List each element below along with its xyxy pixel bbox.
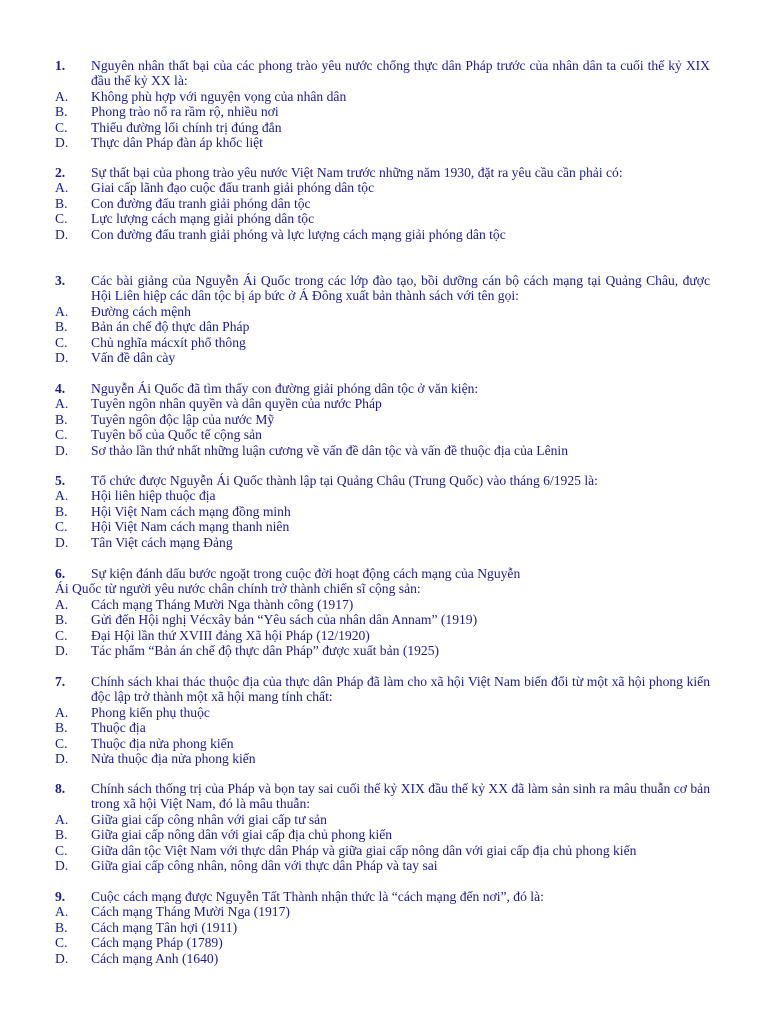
option-d bbox=[55, 227, 710, 242]
option-text: Con đường đấu tranh giải phóng dân tộc bbox=[91, 195, 311, 211]
option-text: Lực lượng cách mạng giải phóng dân tộc bbox=[91, 211, 315, 227]
option-a bbox=[55, 304, 710, 319]
question-text: Sự thất bại của phong trào yêu nước Việt Nam trước những năm 1930, đặt ra yêu cầu cần phải có: bbox=[91, 165, 623, 180]
question-text-line-1: Sự kiện đánh dấu bước ngoặt trong cuộc đời hoạt động cách mạng của Nguyễn bbox=[91, 566, 521, 581]
question-3 bbox=[55, 273, 710, 365]
question-text: Nguyễn Ái Quốc đã tìm thấy con đường giải phóng dân tộc ở văn kiện: bbox=[91, 381, 479, 396]
option-d bbox=[55, 443, 710, 458]
option-text: Tuyên ngôn nhân quyền và dân quyền của nước Pháp bbox=[91, 396, 382, 412]
question-8 bbox=[55, 781, 710, 873]
option-c bbox=[55, 120, 710, 135]
option-letter: A. bbox=[55, 88, 69, 104]
option-letter: B. bbox=[55, 720, 68, 736]
option-d bbox=[55, 535, 710, 550]
option-text: Thiếu đường lối chính trị đúng đắn bbox=[91, 119, 282, 135]
option-letter: A. bbox=[55, 596, 69, 612]
option-text: Con đường đấu tranh giải phóng và lực lượng cách mạng giải phóng dân tộc bbox=[91, 226, 506, 242]
option-letter: B. bbox=[55, 319, 68, 335]
option-text: Cách mạng Tháng Mười Nga thành công (1917) bbox=[91, 596, 354, 612]
question-5 bbox=[55, 473, 710, 550]
question-text: Chính sách khai thác thuộc địa của thực dân Pháp đã làm cho xã hội Việt Nam biến đổi từ một xã hội phong kiến độc lập trở thành một xã hội mang tính chất: bbox=[91, 674, 710, 705]
option-b bbox=[55, 720, 710, 735]
option-text: Thuộc địa bbox=[91, 720, 146, 736]
question-number: 8. bbox=[55, 781, 66, 796]
question-2 bbox=[55, 165, 710, 242]
option-letter: A. bbox=[55, 488, 69, 504]
option-letter: A. bbox=[55, 303, 69, 319]
option-d bbox=[55, 858, 710, 873]
option-c bbox=[55, 736, 710, 751]
option-d bbox=[55, 350, 710, 365]
option-letter: C. bbox=[55, 627, 68, 643]
option-a bbox=[55, 89, 710, 104]
option-c bbox=[55, 843, 710, 858]
option-b bbox=[55, 827, 710, 842]
option-text: Đường cách mệnh bbox=[91, 303, 191, 319]
question-7 bbox=[55, 674, 710, 766]
option-text: Cách mạng Tháng Mười Nga (1917) bbox=[91, 904, 290, 920]
option-text: Thuộc địa nửa phong kiến bbox=[91, 735, 234, 751]
question-text: Chính sách thống trị của Pháp và bọn tay sai cuối thế kỷ XIX đầu thế kỷ XX đã làm sản sinh ra mâu thuẫn cơ bản trong xã hội Việt Nam, đó là mâu thuẫn: bbox=[91, 781, 710, 812]
question-number: 5. bbox=[55, 473, 66, 488]
question-number: 2. bbox=[55, 165, 66, 180]
option-letter: A. bbox=[55, 396, 69, 412]
question-number: 3. bbox=[55, 273, 66, 288]
option-d bbox=[55, 951, 710, 966]
option-text: Phong kiến phụ thuộc bbox=[91, 704, 210, 720]
option-letter: D. bbox=[55, 226, 69, 242]
option-text: Đại Hội lần thứ XVIII đảng Xã hội Pháp (12/1920) bbox=[91, 627, 370, 643]
option-text: Bản án chế độ thực dân Pháp bbox=[91, 319, 250, 335]
question-number: 9. bbox=[55, 889, 66, 904]
option-letter: B. bbox=[55, 827, 68, 843]
option-text: Tuyên ngôn độc lập của nước Mỹ bbox=[91, 411, 275, 427]
option-a bbox=[55, 597, 710, 612]
option-text: Giai cấp lãnh đạo cuộc đấu tranh giải phóng dân tộc bbox=[91, 180, 375, 196]
option-text: Giữa giai cấp nông dân với giai cấp địa chủ phong kiến bbox=[91, 827, 393, 843]
option-text: Chủ nghĩa mácxít phổ thông bbox=[91, 334, 246, 350]
option-c bbox=[55, 519, 710, 534]
option-letter: C. bbox=[55, 211, 68, 227]
option-text: Cách mạng Pháp (1789) bbox=[91, 935, 223, 951]
option-text: Sơ thảo lần thứ nhất những luận cương về vấn đề dân tộc và vấn đề thuộc địa của Lênin bbox=[91, 442, 569, 458]
option-text: Không phù hợp với nguyện vọng của nhân dân bbox=[91, 88, 347, 104]
option-letter: A. bbox=[55, 180, 69, 196]
option-letter: B. bbox=[55, 195, 68, 211]
question-text-line-2: Ái Quốc từ người yêu nước chân chính trở thành chiến sĩ cộng sản: bbox=[55, 581, 421, 597]
option-text: Nửa thuộc địa nửa phong kiến bbox=[91, 751, 256, 767]
option-text: Tuyên bố của Quốc tế cộng sản bbox=[91, 427, 262, 443]
option-a bbox=[55, 396, 710, 411]
question-6 bbox=[55, 566, 710, 658]
option-letter: C. bbox=[55, 842, 68, 858]
question-number: 7. bbox=[55, 674, 66, 689]
option-letter: D. bbox=[55, 350, 69, 366]
option-b bbox=[55, 196, 710, 211]
option-c bbox=[55, 335, 710, 350]
option-b bbox=[55, 612, 710, 627]
option-text: Giữa dân tộc Việt Nam với thực dân Pháp và giữa giai cấp nông dân với giai cấp địa chủ phong kiến bbox=[91, 842, 637, 858]
option-b bbox=[55, 920, 710, 935]
option-text: Hội Việt Nam cách mạng đồng minh bbox=[91, 503, 291, 519]
option-a bbox=[55, 180, 710, 195]
question-9 bbox=[55, 889, 710, 966]
option-text: Thực dân Pháp đàn áp khốc liệt bbox=[91, 135, 263, 151]
option-text: Gửi đến Hội nghị Vécxây bản “Yêu sách của nhân dân Annam” (1919) bbox=[91, 612, 478, 628]
option-letter: B. bbox=[55, 503, 68, 519]
option-text: Vấn đề dân cày bbox=[91, 350, 176, 366]
option-letter: D. bbox=[55, 643, 69, 659]
question-text: Các bài giảng của Nguyễn Ái Quốc trong các lớp đào tạo, bồi dưỡng cán bộ cách mạng tại Quảng Châu, được Hội Liên hiệp các dân tộc bị áp bức ở Á Đông xuất bản thành sách với tên gọi: bbox=[91, 273, 710, 304]
option-letter: A. bbox=[55, 811, 69, 827]
option-text: Cách mạng Anh (1640) bbox=[91, 950, 219, 966]
option-letter: B. bbox=[55, 919, 68, 935]
option-text: Hội Việt Nam cách mạng thanh niên bbox=[91, 519, 290, 535]
option-letter: D. bbox=[55, 442, 69, 458]
option-letter: C. bbox=[55, 334, 68, 350]
option-c bbox=[55, 427, 710, 442]
option-b bbox=[55, 412, 710, 427]
option-a bbox=[55, 705, 710, 720]
option-c bbox=[55, 935, 710, 950]
option-letter: C. bbox=[55, 427, 68, 443]
question-text: Cuộc cách mạng được Nguyễn Tất Thành nhận thức là “cách mạng đến nơi”, đó là: bbox=[91, 889, 544, 904]
option-a bbox=[55, 488, 710, 503]
question-number: 6. bbox=[55, 566, 66, 581]
option-b bbox=[55, 104, 710, 119]
question-4 bbox=[55, 381, 710, 458]
option-text: Tân Việt cách mạng Đảng bbox=[91, 534, 233, 550]
question-text: Nguyên nhân thất bại của các phong trào yêu nước chống thực dân Pháp trước của nhân dân ta cuối thế kỷ XIX đầu thế kỷ XX là: bbox=[91, 58, 710, 89]
option-a bbox=[55, 812, 710, 827]
option-text: Hội liên hiệp thuộc địa bbox=[91, 488, 216, 504]
question-text bbox=[55, 566, 710, 581]
option-letter: D. bbox=[55, 534, 69, 550]
option-b bbox=[55, 319, 710, 334]
option-letter: B. bbox=[55, 411, 68, 427]
option-letter: C. bbox=[55, 519, 68, 535]
option-d bbox=[55, 751, 710, 766]
option-text: Tác phẩm “Bản án chế độ thực dân Pháp” được xuất bản (1925) bbox=[91, 643, 440, 659]
option-letter: B. bbox=[55, 612, 68, 628]
option-letter: D. bbox=[55, 950, 69, 966]
question-number: 1. bbox=[55, 58, 66, 73]
option-d bbox=[55, 135, 710, 150]
option-letter: B. bbox=[55, 104, 68, 120]
option-letter: C. bbox=[55, 735, 68, 751]
question-text: Tổ chức được Nguyễn Ái Quốc thành lập tại Quảng Châu (Trung Quốc) vào tháng 6/1925 là: bbox=[91, 473, 598, 488]
option-letter: D. bbox=[55, 858, 69, 874]
option-a bbox=[55, 904, 710, 919]
question-number: 4. bbox=[55, 381, 66, 396]
option-letter: A. bbox=[55, 904, 69, 920]
option-c bbox=[55, 628, 710, 643]
option-letter: C. bbox=[55, 935, 68, 951]
option-b bbox=[55, 504, 710, 519]
question-1 bbox=[55, 58, 710, 150]
option-letter: C. bbox=[55, 119, 68, 135]
option-text: Cách mạng Tân hợi (1911) bbox=[91, 919, 238, 935]
option-letter: D. bbox=[55, 135, 69, 151]
option-d bbox=[55, 643, 710, 658]
option-letter: D. bbox=[55, 751, 69, 767]
option-text: Giữa giai cấp công nhân, nông dân với thực dân Pháp và tay sai bbox=[91, 858, 438, 874]
option-letter: A. bbox=[55, 704, 69, 720]
option-text: Giữa giai cấp công nhân với giai cấp tư sản bbox=[91, 811, 327, 827]
option-text: Phong trào nổ ra rầm rộ, nhiều nơi bbox=[91, 104, 279, 120]
option-c bbox=[55, 211, 710, 226]
